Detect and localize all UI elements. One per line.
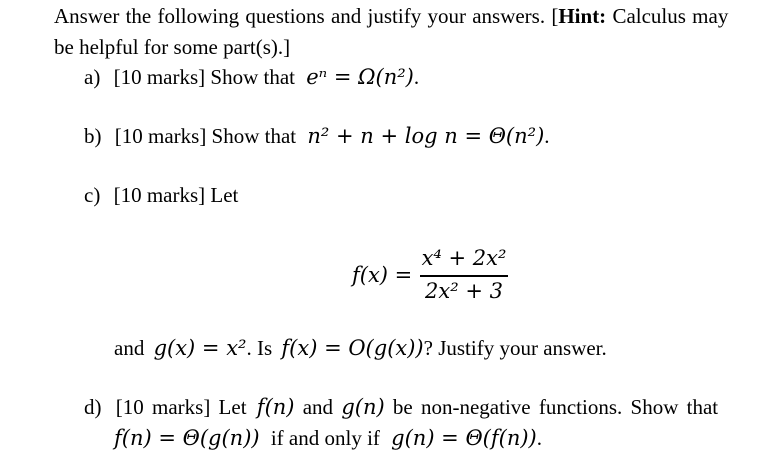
part-d-line-1 [84, 397, 718, 418]
part-d-marks: [10 marks] Let [115, 395, 247, 419]
fraction-denominator: 2x² + 3 [425, 279, 503, 303]
part-a-tail: . [413, 65, 420, 89]
part-c-marks: [10 marks] Let [113, 183, 239, 207]
part-c-tail: ? Justify your answer. [423, 336, 607, 360]
hint-label: Hint: [558, 4, 607, 28]
part-b-tail: . [544, 124, 550, 148]
intro-text-a: Answer the following questions and justify your answers. [ [54, 4, 559, 28]
part-d-iff: if and only if [270, 426, 380, 450]
intro-text-line2: be helpful for some part(s).] [54, 35, 291, 59]
part-b-marks: [10 marks] Show that [114, 124, 297, 148]
intro-line-2 [54, 37, 290, 58]
part-d-label: d) [84, 395, 102, 419]
part-a [84, 67, 419, 88]
part-c [84, 185, 238, 206]
part-c-question [114, 338, 607, 359]
part-c-g-def: g(x) = x² [153, 336, 247, 360]
part-d-rhs: g(n) = Θ(f(n)) [391, 426, 537, 450]
part-d-and: and [302, 395, 334, 419]
part-b [84, 126, 550, 147]
part-b-math: n² + n + log n = Θ(n²) [307, 124, 545, 148]
fraction-numerator: x⁴ + 2x² [421, 246, 507, 270]
part-c-question-math: f(x) = O(g(x)) [281, 336, 424, 360]
part-b-label: b) [84, 124, 102, 148]
part-c-and: and [114, 336, 145, 360]
part-d-line-2 [114, 428, 542, 449]
intro-text-b: Calculus may [606, 4, 729, 28]
part-d-rest: be non-negative functions. Show that [392, 395, 719, 419]
part-d-f-of-n: f(n) [256, 395, 295, 419]
part-a-label: a) [84, 65, 101, 89]
part-a-math: eⁿ = Ω(n²) [306, 65, 414, 89]
fraction-bar [420, 275, 508, 277]
part-d-lhs: f(n) = Θ(g(n)) [114, 426, 260, 450]
part-a-marks: [10 marks] Show that [113, 65, 295, 89]
f-lhs: f(x) = [352, 263, 413, 287]
part-d-g-of-n: g(n) [341, 395, 385, 419]
part-c-is: . Is [246, 336, 273, 360]
part-c-label: c) [84, 183, 101, 207]
part-d-tail: . [536, 426, 542, 450]
intro-line-1 [54, 6, 728, 27]
